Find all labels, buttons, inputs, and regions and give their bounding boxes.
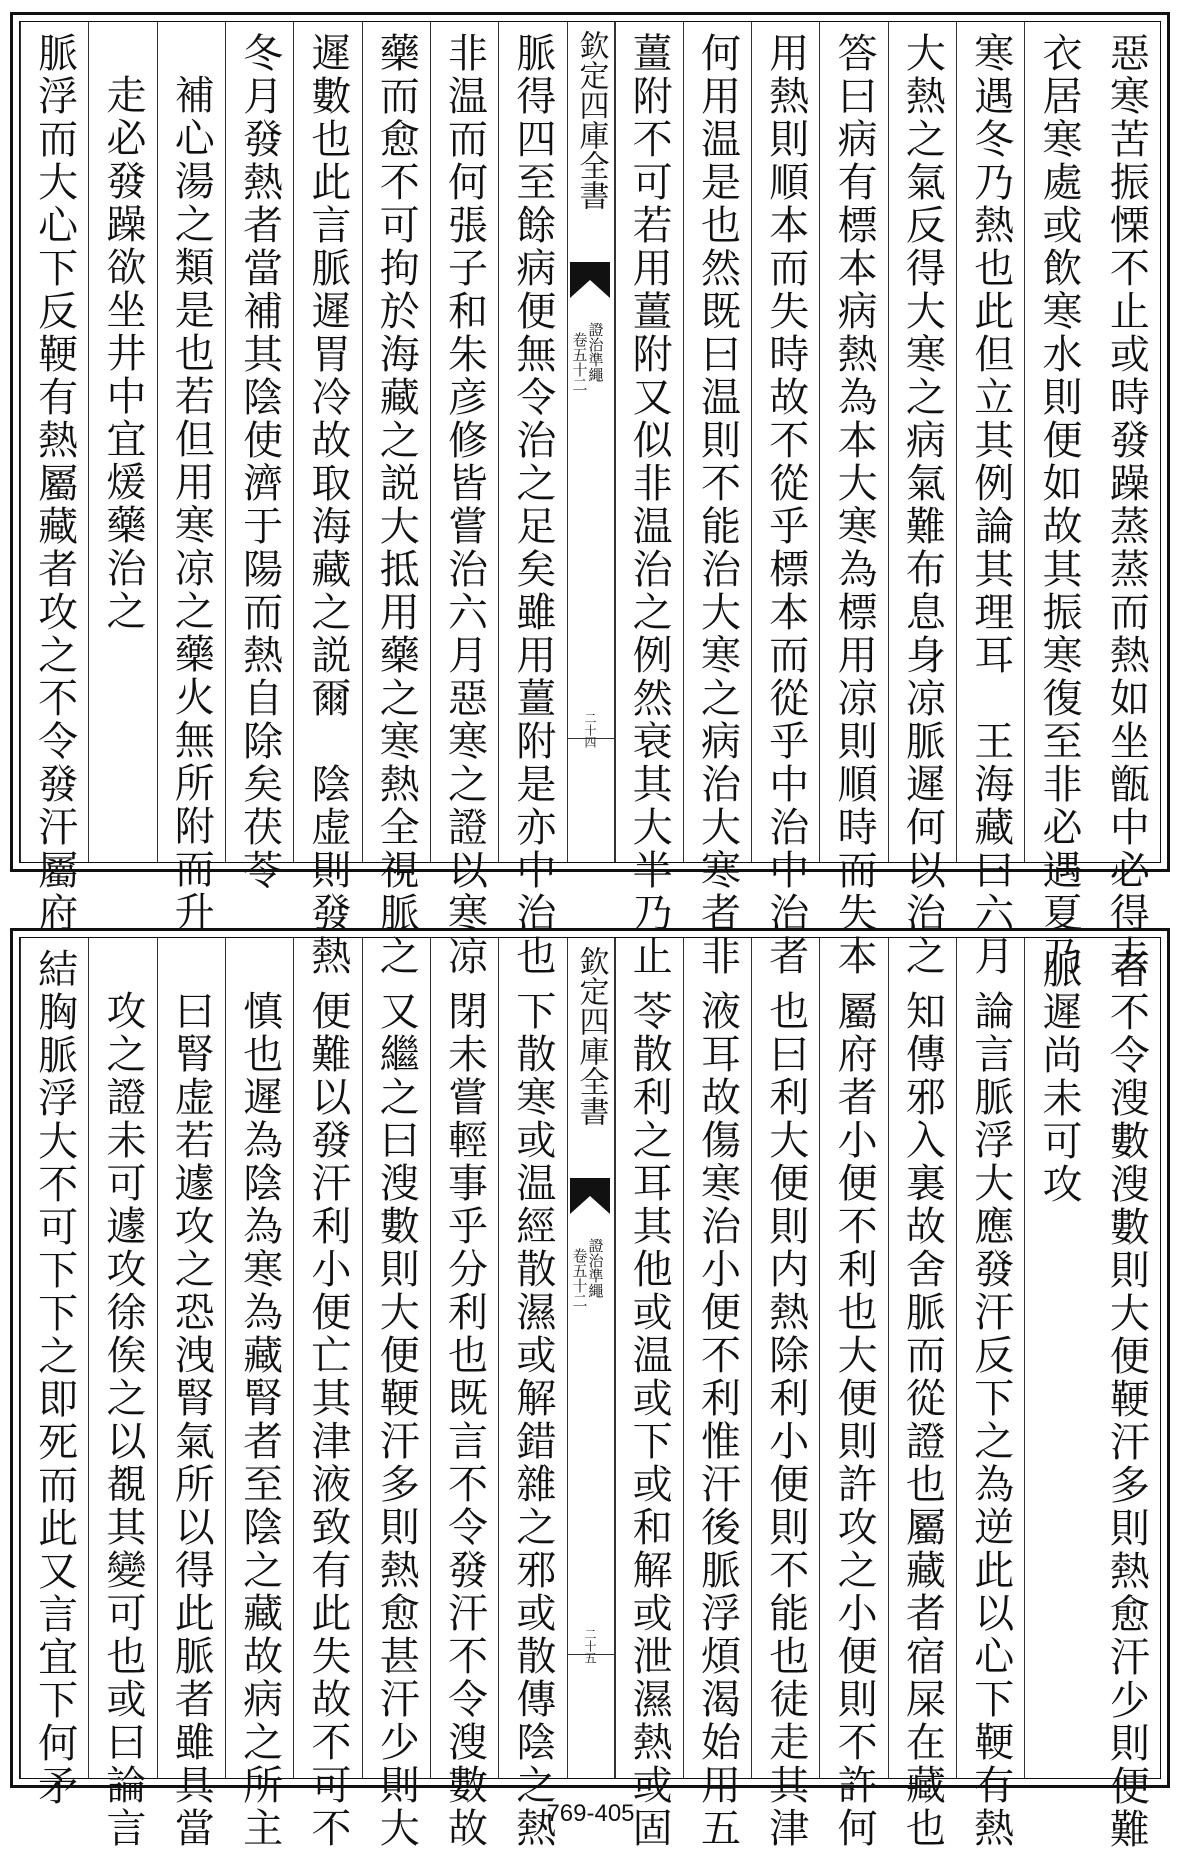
text-column: [225, 22, 293, 892]
text-column: [293, 22, 361, 978]
page-banner: [567, 22, 615, 862]
column-text: 衣居寒處或飲寒水則便如故其振寒復至非必遇夏乃: [1036, 32, 1083, 978]
column-text: 論言脈浮大應發汗反下之為逆此以心下鞕有熱: [967, 990, 1014, 1850]
text-column: [293, 938, 361, 1850]
column-text: 便難以發汗利小便亡其津液致有此失故不可不: [304, 990, 351, 1850]
banner-section: 證治準繩: [586, 322, 605, 382]
text-column: [683, 938, 751, 1850]
top-page-frame: [19, 21, 1161, 978]
column-text: 攻之證未可遽攻徐俟之以覩其變可也或曰論言: [99, 990, 146, 1850]
text-column: [362, 22, 430, 978]
column-text: 非温而何張子和朱彦修皆嘗治六月惡寒之證以寒凉: [441, 32, 488, 978]
text-column: [615, 938, 683, 1850]
fish-tail-mark-icon: [570, 1178, 610, 1214]
text-column: [88, 938, 156, 1850]
column-text: 知傳邪入裏故舍脈而從證也屬藏者宿屎在藏也: [899, 990, 946, 1850]
column-text: 苓散利之耳其他或温或下或和解或泄濕熱或固: [626, 990, 673, 1850]
column-text: 結胸脈浮大不可下下之即死而此又言宜下何矛: [31, 948, 78, 1808]
banner-divider: [568, 738, 614, 739]
banner-title: 欽定四庫全書: [573, 946, 609, 1126]
fish-tail-mark-icon: [570, 262, 610, 298]
banner-volume: 卷五十二: [570, 1248, 589, 1308]
text-column: [88, 22, 156, 862]
column-text: 惡寒苦振慄不止或時發躁蒸蒸而熱如坐甑中必得去: [1103, 32, 1150, 978]
text-column: [819, 938, 887, 1850]
column-text: 答曰病有標本病熱為本大寒為標用凉則順時而失本: [831, 32, 878, 978]
banner-page: 二十五: [583, 1628, 597, 1664]
text-column: [430, 22, 498, 978]
text-column: [888, 938, 956, 1850]
column-text: 補心湯之類是也若但用寒凉之藥火無所附而升: [168, 74, 215, 934]
column-text: 曰腎虚若遽攻之恐洩腎氣所以得此脈者雖具當: [168, 990, 215, 1850]
text-column: [498, 938, 566, 1850]
column-text: 屬府者小便不利也大便則許攻之小便則不許何: [831, 990, 878, 1850]
text-column: [1093, 938, 1160, 1851]
column-text: 者不令溲數溲數則大便鞕汗多則熱愈汗少則便難: [1103, 948, 1150, 1851]
top-page: [10, 12, 1170, 978]
banner-page: 二十四: [583, 712, 597, 748]
text-column: [225, 938, 293, 1850]
column-text: 閉未嘗輕事乎分利也既言不令發汗不令溲數故: [441, 990, 488, 1850]
text-column: [157, 938, 225, 1850]
text-column: [430, 938, 498, 1850]
text-column: [1024, 22, 1092, 978]
page-banner: [567, 938, 615, 1778]
column-text: 脈遲尚未可攻: [1036, 948, 1083, 1206]
text-column: [956, 22, 1024, 978]
column-text: 又繼之曰溲數則大便鞕汗多則熱愈甚汗少則大: [373, 990, 420, 1850]
column-text: 遲數也此言脈遲胃冷故取海藏之説爾 陰虚則發熱: [304, 32, 351, 978]
text-column: [1024, 938, 1092, 1778]
column-text: 也曰利大便則内熱除利小便則不能也徒走其津: [762, 990, 809, 1850]
top-page-columns: [20, 22, 1160, 978]
column-text: 大熱之氣反得大寒之病氣難布息身凉脈遲何以治之: [899, 32, 946, 978]
column-text: 用熱則順本而失時故不從乎標本而從乎中治中治者: [762, 32, 809, 978]
column-text: 脈得四至餘病便無令治之足矣雖用薑附是亦中治也: [509, 32, 556, 978]
column-text: 寒遇冬乃熱也此但立其例論其理耳 王海藏曰六月: [967, 32, 1014, 978]
banner-section: 證治準繩: [586, 1238, 605, 1298]
text-column: [683, 22, 751, 978]
column-text: 何用温是也然既曰温則不能治大寒之病治大寒者非: [694, 32, 741, 978]
text-column: [956, 938, 1024, 1850]
column-text: 慎也遲為陰為寒為藏腎者至陰之藏故病之所主: [236, 990, 283, 1850]
text-column: [20, 22, 88, 935]
text-column: [1093, 22, 1160, 978]
text-column: [751, 22, 819, 978]
banner-title: 欽定四庫全書: [573, 30, 609, 210]
column-text: 液耳故傷寒治小便不利惟汗後脈浮煩渴始用五: [694, 990, 741, 1850]
text-column: [819, 22, 887, 978]
text-column: [888, 22, 956, 978]
text-column: [20, 938, 88, 1808]
column-text: 脈浮而大心下反鞕有熱屬藏者攻之不令發汗屬府: [31, 32, 78, 935]
banner-volume: 卷五十二: [570, 332, 589, 392]
column-text: 下散寒或温經散濕或解錯雜之邪或散傳陰之熱: [509, 990, 556, 1850]
page-number: 769-405: [546, 1800, 635, 1827]
text-column: [498, 22, 566, 978]
text-column: [362, 938, 430, 1850]
banner-divider: [568, 1654, 614, 1655]
text-column: [157, 22, 225, 934]
column-text: 藥而愈不可拘於海藏之説大抵用藥之寒熱全視脈之: [373, 32, 420, 978]
column-text: 冬月發熱者當補其陰使濟于陽而熱自除矣茯苓: [236, 32, 283, 892]
text-column: [751, 938, 819, 1850]
text-column: [615, 22, 683, 978]
column-text: 薑附不可若用薑附又似非温治之例然衰其大半乃止: [626, 32, 673, 978]
column-text: 走必發躁欲坐井中宜煖藥治之: [99, 74, 146, 633]
